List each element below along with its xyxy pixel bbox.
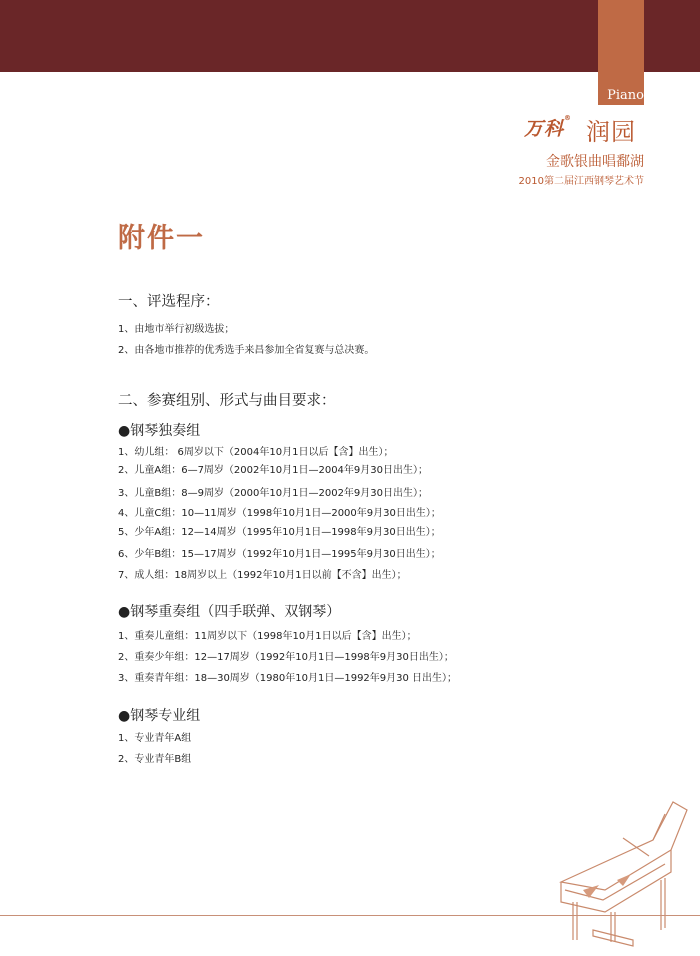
section-heading: 一、评选程序： <box>118 294 220 310</box>
brand-logo <box>524 112 650 146</box>
list-item: 4、儿童C组：10—11周岁（1998年10月1日—2000年9月30日出生）； <box>118 508 441 519</box>
group-heading-solo: ●钢琴独奏组 <box>118 423 201 439</box>
footer-divider <box>0 915 700 916</box>
piano-label: Piano <box>607 88 644 103</box>
estate-name: 润园 <box>586 118 636 146</box>
list-item: 2、重奏少年组：12—17周岁（1992年10月1日—1998年9月30日出生）； <box>118 652 454 663</box>
list-item: 7、成人组：18周岁以上（1992年10月1日以前【不含】出生）； <box>118 570 407 581</box>
top-banner <box>0 0 700 72</box>
list-item: 1、幼儿组： 6周岁以下（2004年10月1日以后【含】出生）； <box>118 447 394 458</box>
tagline-secondary: 2010第二届江西钢琴艺术节 <box>518 176 644 187</box>
list-item: 2、由各地市推荐的优秀选手来昌参加全省复赛与总决赛。 <box>118 345 375 356</box>
list-item: 3、儿童B组：8—9周岁（2000年10月1日—2002年9月30日出生）； <box>118 488 429 499</box>
list-item: 3、重奏青年组：18—30周岁（1980年10月1日—1992年9月30 日出生）； <box>118 673 458 684</box>
list-item: 1、重奏儿童组：11周岁以下（1998年10月1日以后【含】出生）； <box>118 631 417 642</box>
group-heading-professional: ●钢琴专业组 <box>118 708 201 724</box>
list-item: 5、少年A组：12—14周岁（1995年10月1日—1998年9月30日出生）； <box>118 527 441 538</box>
page-title: 附件一 <box>118 223 205 254</box>
group-heading-ensemble: ●钢琴重奏组（四手联弹、双钢琴） <box>118 604 341 620</box>
brand-name: 万科® <box>524 114 573 140</box>
section-heading: 二、参赛组别、形式与曲目要求： <box>118 393 336 409</box>
tagline-primary: 金歌银曲唱鄱湖 <box>546 154 644 170</box>
list-item: 1、由地市举行初级选拔； <box>118 324 235 335</box>
list-item: 2、专业青年B组 <box>118 754 192 765</box>
list-item: 2、儿童A组：6—7周岁（2002年10月1日—2004年9月30日出生）； <box>118 465 428 476</box>
list-item: 1、专业青年A组 <box>118 733 192 744</box>
piano-illustration-icon <box>553 790 693 950</box>
list-item: 6、少年B组：15—17周岁（1992年10月1日—1995年9月30日出生）； <box>118 549 441 560</box>
piano-tab <box>598 0 644 105</box>
